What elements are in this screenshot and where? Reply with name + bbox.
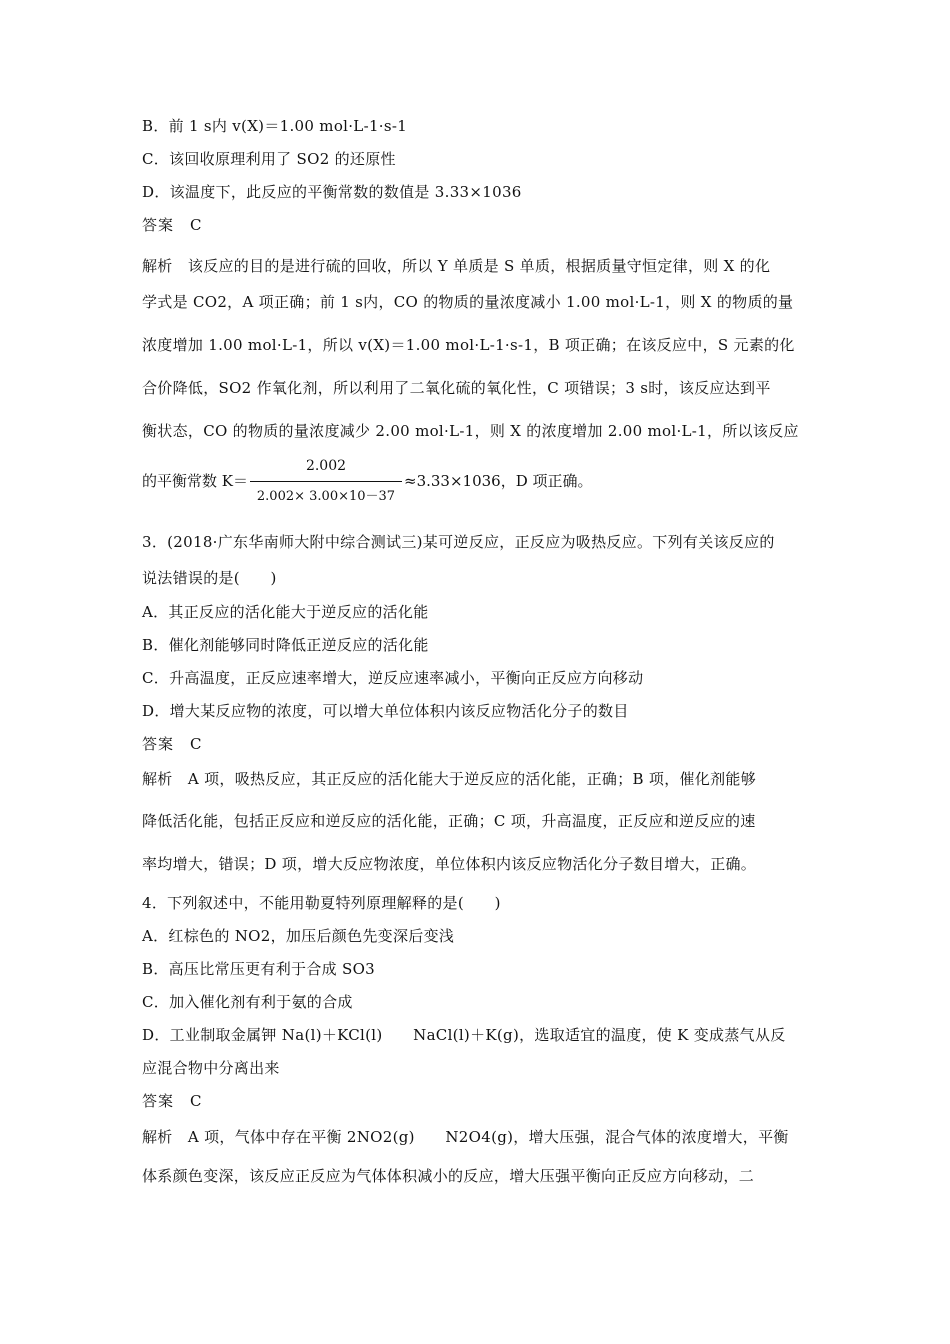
option-d-continuation: 应混合物中分离出来 <box>142 1059 280 1077</box>
analysis-line: 解析 该反应的目的是进行硫的回收，所以 Y 单质是 S 单质，根据质量守恒定律，则 X 的化 <box>142 257 771 275</box>
analysis-line: 浓度增加 1.00 mol·L-1，所以 v(X)＝1.00 mol·L-1·s-1，B 项正确；在该反应中，S 元素的化 <box>142 336 795 354</box>
option-d-line: D．该温度下，此反应的平衡常数的数值是 3.33×1036 <box>142 183 522 201</box>
fraction-numerator: 2.002 <box>305 458 347 474</box>
equilibrium-constant-suffix: ≈3.33×1036，D 项正确。 <box>404 472 593 490</box>
analysis-line: 体系颜色变深，该反应正反应为气体体积减小的反应，增大压强平衡向正反应方向移动，二 <box>142 1167 755 1185</box>
answer-line: 答案 C <box>142 735 203 753</box>
option-c-line: C．该回收原理利用了 SO2 的还原性 <box>142 150 396 168</box>
option-a-line: A．其正反应的活化能大于逆反应的活化能 <box>142 603 429 621</box>
analysis-line: 合价降低，SO2 作氧化剂，所以利用了二氧化硫的氧化性，C 项错误；3 s时，该反应达到平 <box>142 379 771 397</box>
question-4-stem: 4．下列叙述中，不能用勒夏特列原理解释的是( ) <box>142 894 501 912</box>
option-b-line: B．前 1 s内 v(X)＝1.00 mol·L-1·s-1 <box>142 117 408 135</box>
option-b-line: B．催化剂能够同时降低正逆反应的活化能 <box>142 636 429 654</box>
fraction-denominator: 2.002× 3.00×10－37 <box>256 489 396 504</box>
option-d-line: D．增大某反应物的浓度，可以增大单位体积内该反应物活化分子的数目 <box>142 702 629 720</box>
equilibrium-constant-prefix: 的平衡常数 K＝ <box>142 472 248 490</box>
answer-line: 答案 C <box>142 1092 203 1110</box>
option-c-line: C．升高温度，正反应速率增大，逆反应速率减小，平衡向正反应方向移动 <box>142 669 644 687</box>
option-a-line: A．红棕色的 NO2，加压后颜色先变深后变浅 <box>142 927 455 945</box>
option-b-line: B．高压比常压更有利于合成 SO3 <box>142 960 376 978</box>
answer-line: 答案 C <box>142 216 203 234</box>
question-3-stem: 3．(2018·广东华南师大附中综合测试三)某可逆反应，正反应为吸热反应。下列有关该反应的 <box>142 533 775 551</box>
analysis-line: 降低活化能，包括正反应和逆反应的活化能，正确；C 项，升高温度，正反应和逆反应的速 <box>142 812 756 830</box>
analysis-line: 解析 A 项，气体中存在平衡 2NO2(g) N2O4(g)，增大压强，混合气体的浓度增大，平衡 <box>142 1128 789 1146</box>
equilibrium-constant-fraction <box>250 456 402 506</box>
question-3-stem: 说法错误的是( ) <box>142 569 277 587</box>
option-c-line: C．加入催化剂有利于氨的合成 <box>142 993 353 1011</box>
analysis-line: 学式是 CO2，A 项正确；前 1 s内，CO 的物质的量浓度减小 1.00 mol·L-1，则 X 的物质的量 <box>142 293 794 311</box>
analysis-line: 率均增大，错误；D 项，增大反应物浓度，单位体积内该反应物活化分子数目增大，正确。 <box>142 855 757 873</box>
analysis-line: 衡状态，CO 的物质的量浓度减少 2.00 mol·L-1，则 X 的浓度增加 2.00 mol·L-1，所以该反应 <box>142 422 799 440</box>
analysis-line: 解析 A 项，吸热反应，其正反应的活化能大于逆反应的活化能，正确；B 项，催化剂能够 <box>142 770 756 788</box>
option-d-line: D．工业制取金属钾 Na(l)＋KCl(l) NaCl(l)＋K(g)，选取适宜的温度，使 K 变成蒸气从反 <box>142 1026 786 1044</box>
fraction-bar <box>250 481 402 482</box>
